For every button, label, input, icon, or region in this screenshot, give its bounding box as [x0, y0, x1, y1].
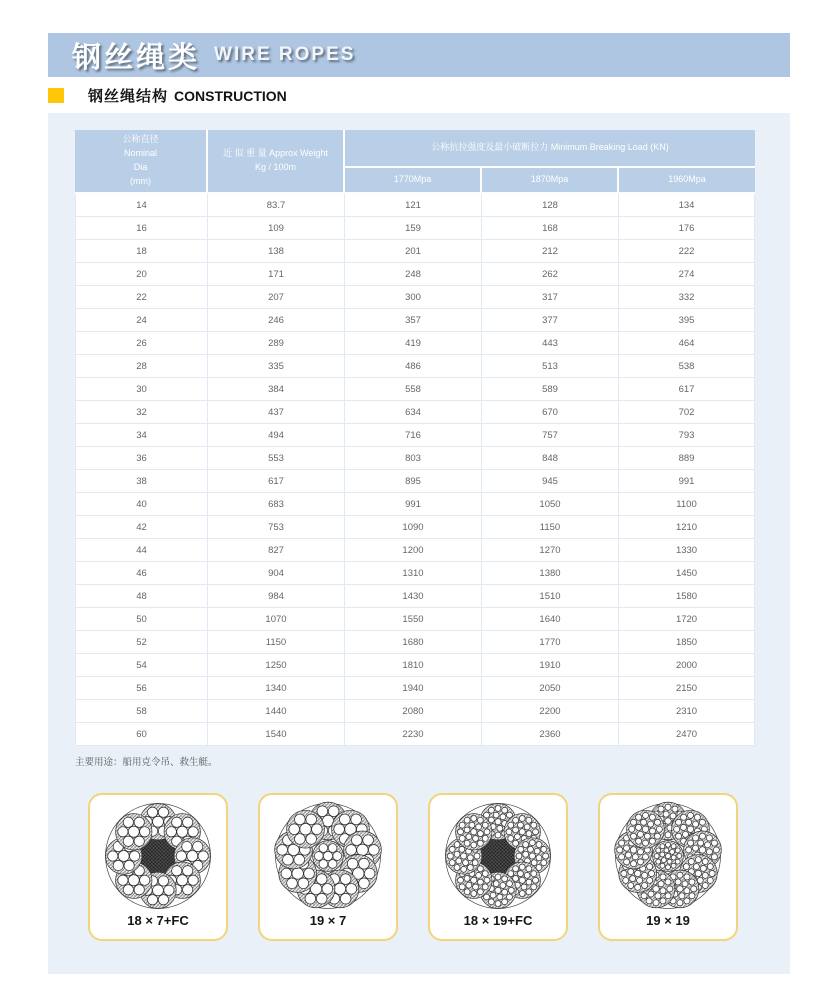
cell: 1540 [208, 723, 345, 746]
cell: 168 [482, 217, 619, 240]
table-row [75, 240, 755, 263]
rope-card [598, 793, 738, 941]
cell: 1330 [619, 539, 755, 562]
cards [88, 793, 738, 941]
cell: 1310 [345, 562, 482, 585]
table-row [75, 424, 755, 447]
rope-cross-section [272, 800, 384, 912]
cell: 702 [619, 401, 755, 424]
cell: 1070 [208, 608, 345, 631]
cell: 889 [619, 447, 755, 470]
cell: 384 [208, 378, 345, 401]
cell: 757 [482, 424, 619, 447]
rope-cross-section [102, 800, 214, 912]
cell: 274 [619, 263, 755, 286]
rope-construction-label: 18 × 19+FC [463, 913, 533, 928]
cell: 2000 [619, 654, 755, 677]
cell: 1430 [345, 585, 482, 608]
cell: 138 [208, 240, 345, 263]
cell: 2230 [345, 723, 482, 746]
rope-cross-section [612, 800, 724, 912]
cell: 904 [208, 562, 345, 585]
col-header-grade-1870: 1870Mpa [482, 168, 619, 194]
table-row [75, 516, 755, 539]
cell: 248 [345, 263, 482, 286]
cell: 895 [345, 470, 482, 493]
cell: 1210 [619, 516, 755, 539]
col-header-grade-1770: 1770Mpa [345, 168, 482, 194]
cell: 486 [345, 355, 482, 378]
cell: 176 [619, 217, 755, 240]
cell: 38 [75, 470, 208, 493]
cell: 1380 [482, 562, 619, 585]
table-row [75, 585, 755, 608]
cell: 2080 [345, 700, 482, 723]
cell: 44 [75, 539, 208, 562]
cell: 1200 [345, 539, 482, 562]
yellow-bullet-icon [48, 88, 64, 103]
cell: 1340 [208, 677, 345, 700]
cell: 634 [345, 401, 482, 424]
cell: 1810 [345, 654, 482, 677]
cell: 1050 [482, 493, 619, 516]
rope-card [428, 793, 568, 941]
cell: 357 [345, 309, 482, 332]
table-row [75, 608, 755, 631]
cell: 28 [75, 355, 208, 378]
table-row [75, 217, 755, 240]
cell: 1720 [619, 608, 755, 631]
col-header-grade-1960: 1960Mpa [619, 168, 755, 194]
table-row [75, 723, 755, 746]
table-row [75, 539, 755, 562]
content-panel [48, 113, 790, 974]
cell: 803 [345, 447, 482, 470]
cell: 14 [75, 194, 208, 217]
rope-cross-section [442, 800, 554, 912]
table-body [75, 194, 755, 746]
rope-card [88, 793, 228, 941]
cell: 83.7 [208, 194, 345, 217]
cell: 24 [75, 309, 208, 332]
cell: 2200 [482, 700, 619, 723]
diameter-label-en2: Dia [133, 162, 148, 172]
banner [48, 33, 790, 77]
cell: 18 [75, 240, 208, 263]
cell: 1510 [482, 585, 619, 608]
col-header-breaking-load: 公称抗拉强度及最小破断拉力 Minimum Breaking Load (KN) [345, 130, 755, 168]
table-row [75, 401, 755, 424]
cell: 335 [208, 355, 345, 378]
page-title-zh: 钢丝绳类 [72, 41, 201, 74]
cell: 56 [75, 677, 208, 700]
cell: 42 [75, 516, 208, 539]
diameter-label-zh: 公称直径 [122, 134, 159, 145]
cell: 377 [482, 309, 619, 332]
cell: 553 [208, 447, 345, 470]
cell: 134 [619, 194, 755, 217]
diameter-unit: (mm) [130, 175, 151, 186]
cell: 419 [345, 332, 482, 355]
cell: 1090 [345, 516, 482, 539]
cell: 1550 [345, 608, 482, 631]
cell: 589 [482, 378, 619, 401]
cell: 670 [482, 401, 619, 424]
table-row [75, 631, 755, 654]
cell: 2050 [482, 677, 619, 700]
cell: 617 [619, 378, 755, 401]
cell: 1640 [482, 608, 619, 631]
cell: 109 [208, 217, 345, 240]
cell: 1940 [345, 677, 482, 700]
cell: 538 [619, 355, 755, 378]
cell: 46 [75, 562, 208, 585]
table-row [75, 355, 755, 378]
table-row [75, 700, 755, 723]
cell: 1150 [208, 631, 345, 654]
weight-unit: Kg / 100m [254, 162, 297, 172]
table-row [75, 309, 755, 332]
cell: 58 [75, 700, 208, 723]
cell: 2310 [619, 700, 755, 723]
cell: 1270 [482, 539, 619, 562]
diameter-label-en: Nominal [123, 148, 157, 159]
cell: 513 [482, 355, 619, 378]
cell: 40 [75, 493, 208, 516]
cell: 395 [619, 309, 755, 332]
cell: 1850 [619, 631, 755, 654]
wire-rope-table [75, 130, 755, 746]
col-header-diameter [75, 130, 208, 194]
page-title-en: WIRE ROPES [214, 44, 356, 65]
cell: 30 [75, 378, 208, 401]
table-row [75, 493, 755, 516]
cell: 332 [619, 286, 755, 309]
cell: 22 [75, 286, 208, 309]
cell: 48 [75, 585, 208, 608]
cell: 207 [208, 286, 345, 309]
cell: 753 [208, 516, 345, 539]
section-title-zh: 钢丝绳结构 [88, 88, 169, 105]
cell: 50 [75, 608, 208, 631]
cell: 121 [345, 194, 482, 217]
cell: 34 [75, 424, 208, 447]
cell: 32 [75, 401, 208, 424]
table-row [75, 286, 755, 309]
cell: 36 [75, 447, 208, 470]
usage-note: 主要用途：船用克令吊、救生艇。 [75, 757, 218, 768]
cell: 793 [619, 424, 755, 447]
cell: 437 [208, 401, 345, 424]
cell: 464 [619, 332, 755, 355]
cell: 558 [345, 378, 482, 401]
cell: 443 [482, 332, 619, 355]
table-row [75, 378, 755, 401]
table-row [75, 470, 755, 493]
cell: 1250 [208, 654, 345, 677]
table-row [75, 447, 755, 470]
section-heading [48, 85, 287, 106]
cell: 262 [482, 263, 619, 286]
cell: 1440 [208, 700, 345, 723]
cell: 128 [482, 194, 619, 217]
cell: 1770 [482, 631, 619, 654]
cell: 246 [208, 309, 345, 332]
cell: 20 [75, 263, 208, 286]
section-title-en: CONSTRUCTION [174, 87, 287, 104]
cell: 1100 [619, 493, 755, 516]
rope-card [258, 793, 398, 941]
cell: 991 [345, 493, 482, 516]
cell: 201 [345, 240, 482, 263]
cell: 26 [75, 332, 208, 355]
table-row [75, 562, 755, 585]
cell: 1910 [482, 654, 619, 677]
cell: 1680 [345, 631, 482, 654]
cell: 171 [208, 263, 345, 286]
cell: 1580 [619, 585, 755, 608]
cell: 1150 [482, 516, 619, 539]
cell: 52 [75, 631, 208, 654]
cell: 54 [75, 654, 208, 677]
cell: 317 [482, 286, 619, 309]
cell: 617 [208, 470, 345, 493]
cell: 16 [75, 217, 208, 240]
cell: 159 [345, 217, 482, 240]
cell: 60 [75, 723, 208, 746]
table-row [75, 654, 755, 677]
col-header-weight [208, 130, 345, 194]
rope-construction-label: 19 × 7 [309, 913, 347, 928]
rope-construction-label: 18 × 7+FC [127, 913, 189, 928]
cell: 827 [208, 539, 345, 562]
cell: 300 [345, 286, 482, 309]
cell: 212 [482, 240, 619, 263]
rope-construction-label: 19 × 19 [646, 913, 690, 928]
cell: 984 [208, 585, 345, 608]
cell: 848 [482, 447, 619, 470]
cell: 289 [208, 332, 345, 355]
cell: 494 [208, 424, 345, 447]
table-row [75, 332, 755, 355]
cell: 1450 [619, 562, 755, 585]
table-row [75, 194, 755, 217]
cell: 2150 [619, 677, 755, 700]
table-row [75, 677, 755, 700]
cell: 2470 [619, 723, 755, 746]
cell: 222 [619, 240, 755, 263]
cell: 991 [619, 470, 755, 493]
table-row [75, 263, 755, 286]
cell: 2360 [482, 723, 619, 746]
cell: 716 [345, 424, 482, 447]
cell: 945 [482, 470, 619, 493]
table-header [75, 130, 755, 194]
weight-label: 近 似 重 量 Approx Weight [223, 148, 328, 159]
cell: 683 [208, 493, 345, 516]
